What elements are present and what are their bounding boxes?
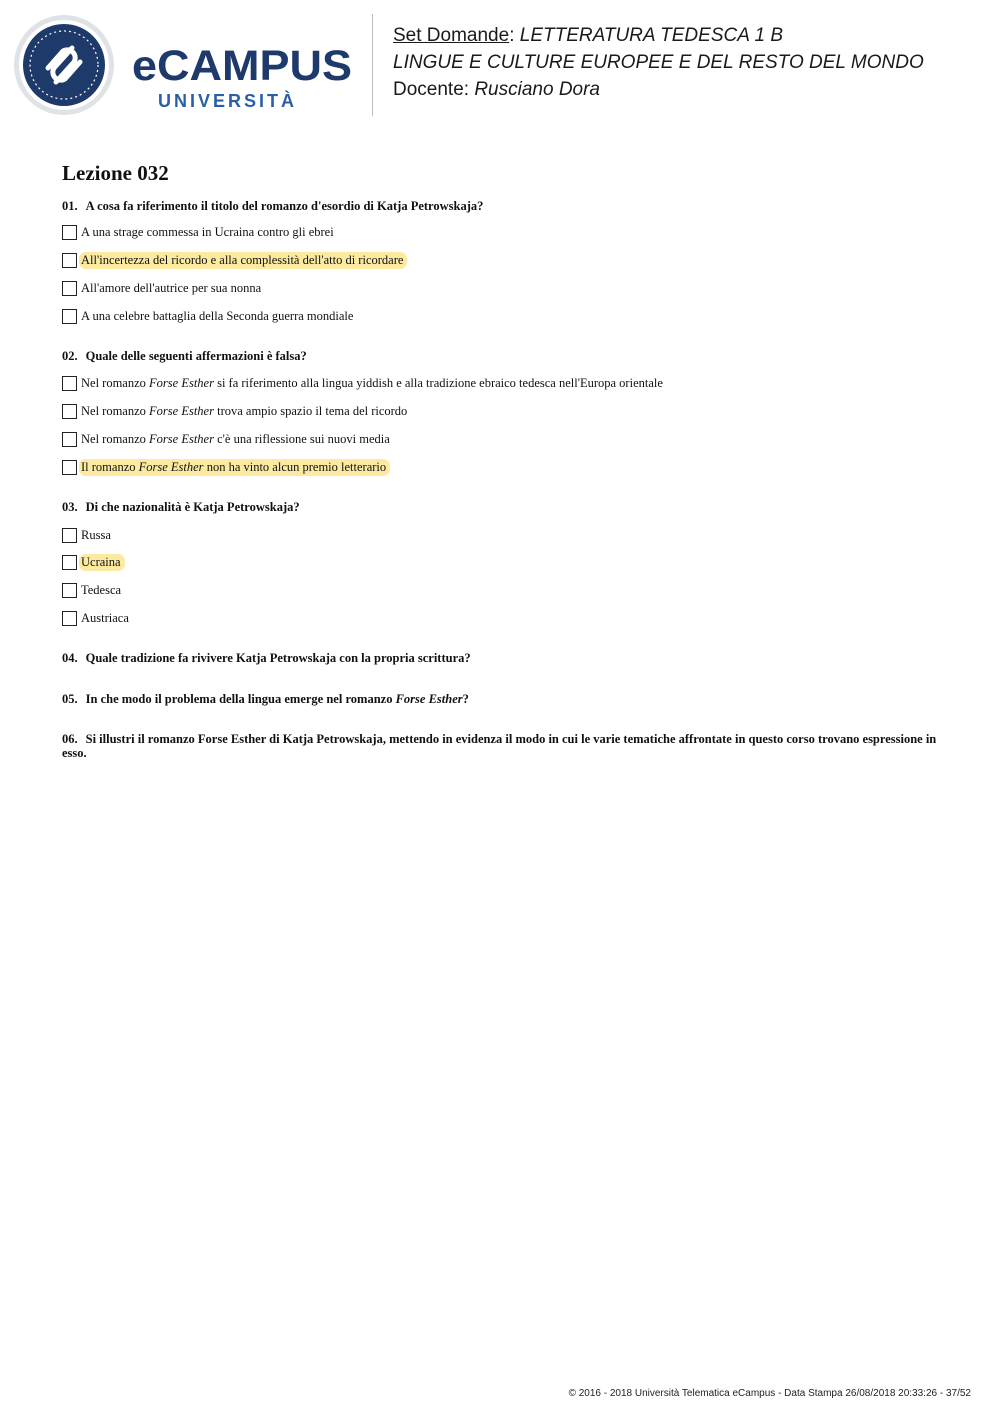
program-name: LINGUE E CULTURE EUROPEE E DEL RESTO DEL MONDO	[393, 52, 924, 73]
checkbox[interactable]	[62, 225, 77, 240]
option-02-d[interactable]	[62, 459, 390, 477]
option-03-b[interactable]	[62, 554, 125, 572]
checkbox[interactable]	[62, 404, 77, 419]
page-footer: © 2016 - 2018 Università Telematica eCampus - Data Stampa 26/08/2018 20:33:26 - 37/52	[568, 1388, 971, 1399]
checkbox[interactable]	[62, 309, 77, 324]
question-01: 01. A cosa fa riferimento il titolo del romanzo d'esordio di Katja Petrowskaja?	[62, 199, 484, 213]
highlighted-answer: All'incertezza del ricordo e alla complessità dell'atto di ricordare	[79, 252, 407, 269]
checkbox[interactable]	[62, 583, 77, 598]
course-name: LETTERATURA TEDESCA 1 B	[519, 25, 783, 46]
question-text: Quale delle seguenti affermazioni è falsa?	[85, 349, 307, 363]
header-divider	[372, 14, 373, 116]
question-text: Si illustri il romanzo Forse Esther di Katja Petrowskaja, mettendo in evidenza il modo in cui le varie tematiche affrontate in questo corso trovano espressione in esso.	[62, 732, 937, 760]
question-03: 03. Di che nazionalità è Katja Petrowskaja?	[62, 500, 300, 514]
question-text: A cosa fa riferimento il titolo del romanzo d'esordio di Katja Petrowskaja?	[85, 199, 484, 213]
option-03-a[interactable]: Russa	[62, 527, 113, 545]
checkbox[interactable]	[62, 253, 77, 268]
option-01-d[interactable]: A una celebre battaglia della Seconda guerra mondiale	[62, 308, 355, 326]
teacher-label: Docente:	[393, 79, 470, 100]
question-06: 06. Si illustri il romanzo Forse Esther di Katja Petrowskaja, mettendo in evidenza il modo in cui le varie tematiche affrontate in questo corso trovano espressione in esso.	[62, 732, 937, 760]
checkbox[interactable]	[62, 611, 77, 626]
option-02-b[interactable]: Nel romanzo Forse Esther trova ampio spazio il tema del ricordo	[62, 403, 409, 421]
question-text: In che modo il problema della lingua emerge nel romanzo Forse Esther?	[85, 692, 469, 706]
teacher-name: Rusciano Dora	[474, 79, 600, 100]
ecampus-logo	[14, 14, 359, 118]
lesson-title: Lezione 032	[62, 161, 169, 185]
set-label: Set Domande	[393, 25, 510, 46]
question-02: 02. Quale delle seguenti affermazioni è falsa?	[62, 349, 307, 363]
highlighted-answer: Il romanzo Forse Esther non ha vinto alcun premio letterario	[79, 459, 390, 476]
question-text: Di che nazionalità è Katja Petrowskaja?	[85, 500, 300, 514]
course-header: Set Domande: LETTERATURA TEDESCA 1 B LINGUE E CULTURE EUROPEE E DEL RESTO DEL MONDO Docente: Rusciano Dora	[393, 25, 924, 100]
checkbox[interactable]	[62, 281, 77, 296]
option-01-b[interactable]	[62, 252, 407, 270]
option-01-c[interactable]: All'amore dell'autrice per sua nonna	[62, 280, 263, 298]
checkbox[interactable]	[62, 528, 77, 543]
question-04: 04. Quale tradizione fa rivivere Katja Petrowskaja con la propria scrittura?	[62, 651, 471, 665]
option-03-d[interactable]: Austriaca	[62, 610, 131, 628]
highlighted-answer: Ucraina	[79, 554, 125, 571]
question-text: Quale tradizione fa rivivere Katja Petrowskaja con la propria scrittura?	[85, 651, 471, 665]
option-02-a[interactable]: Nel romanzo Forse Esther si fa riferimento alla lingua yiddish e alla tradizione ebraico tedesca nell'Europa orientale	[62, 375, 665, 393]
checkbox[interactable]	[62, 432, 77, 447]
question-05: 05. In che modo il problema della lingua emerge nel romanzo Forse Esther?	[62, 692, 469, 706]
option-03-c[interactable]: Tedesca	[62, 582, 123, 600]
checkbox[interactable]	[62, 460, 77, 475]
option-02-c[interactable]: Nel romanzo Forse Esther c'è una riflessione sui nuovi media	[62, 431, 392, 449]
checkbox[interactable]	[62, 555, 77, 570]
checkbox[interactable]	[62, 376, 77, 391]
logo-wordmark: eCAMPUS	[132, 42, 352, 90]
logo-subtitle: UNIVERSITÀ	[158, 91, 298, 111]
option-01-a[interactable]: A una strage commessa in Ucraina contro gli ebrei	[62, 224, 336, 242]
